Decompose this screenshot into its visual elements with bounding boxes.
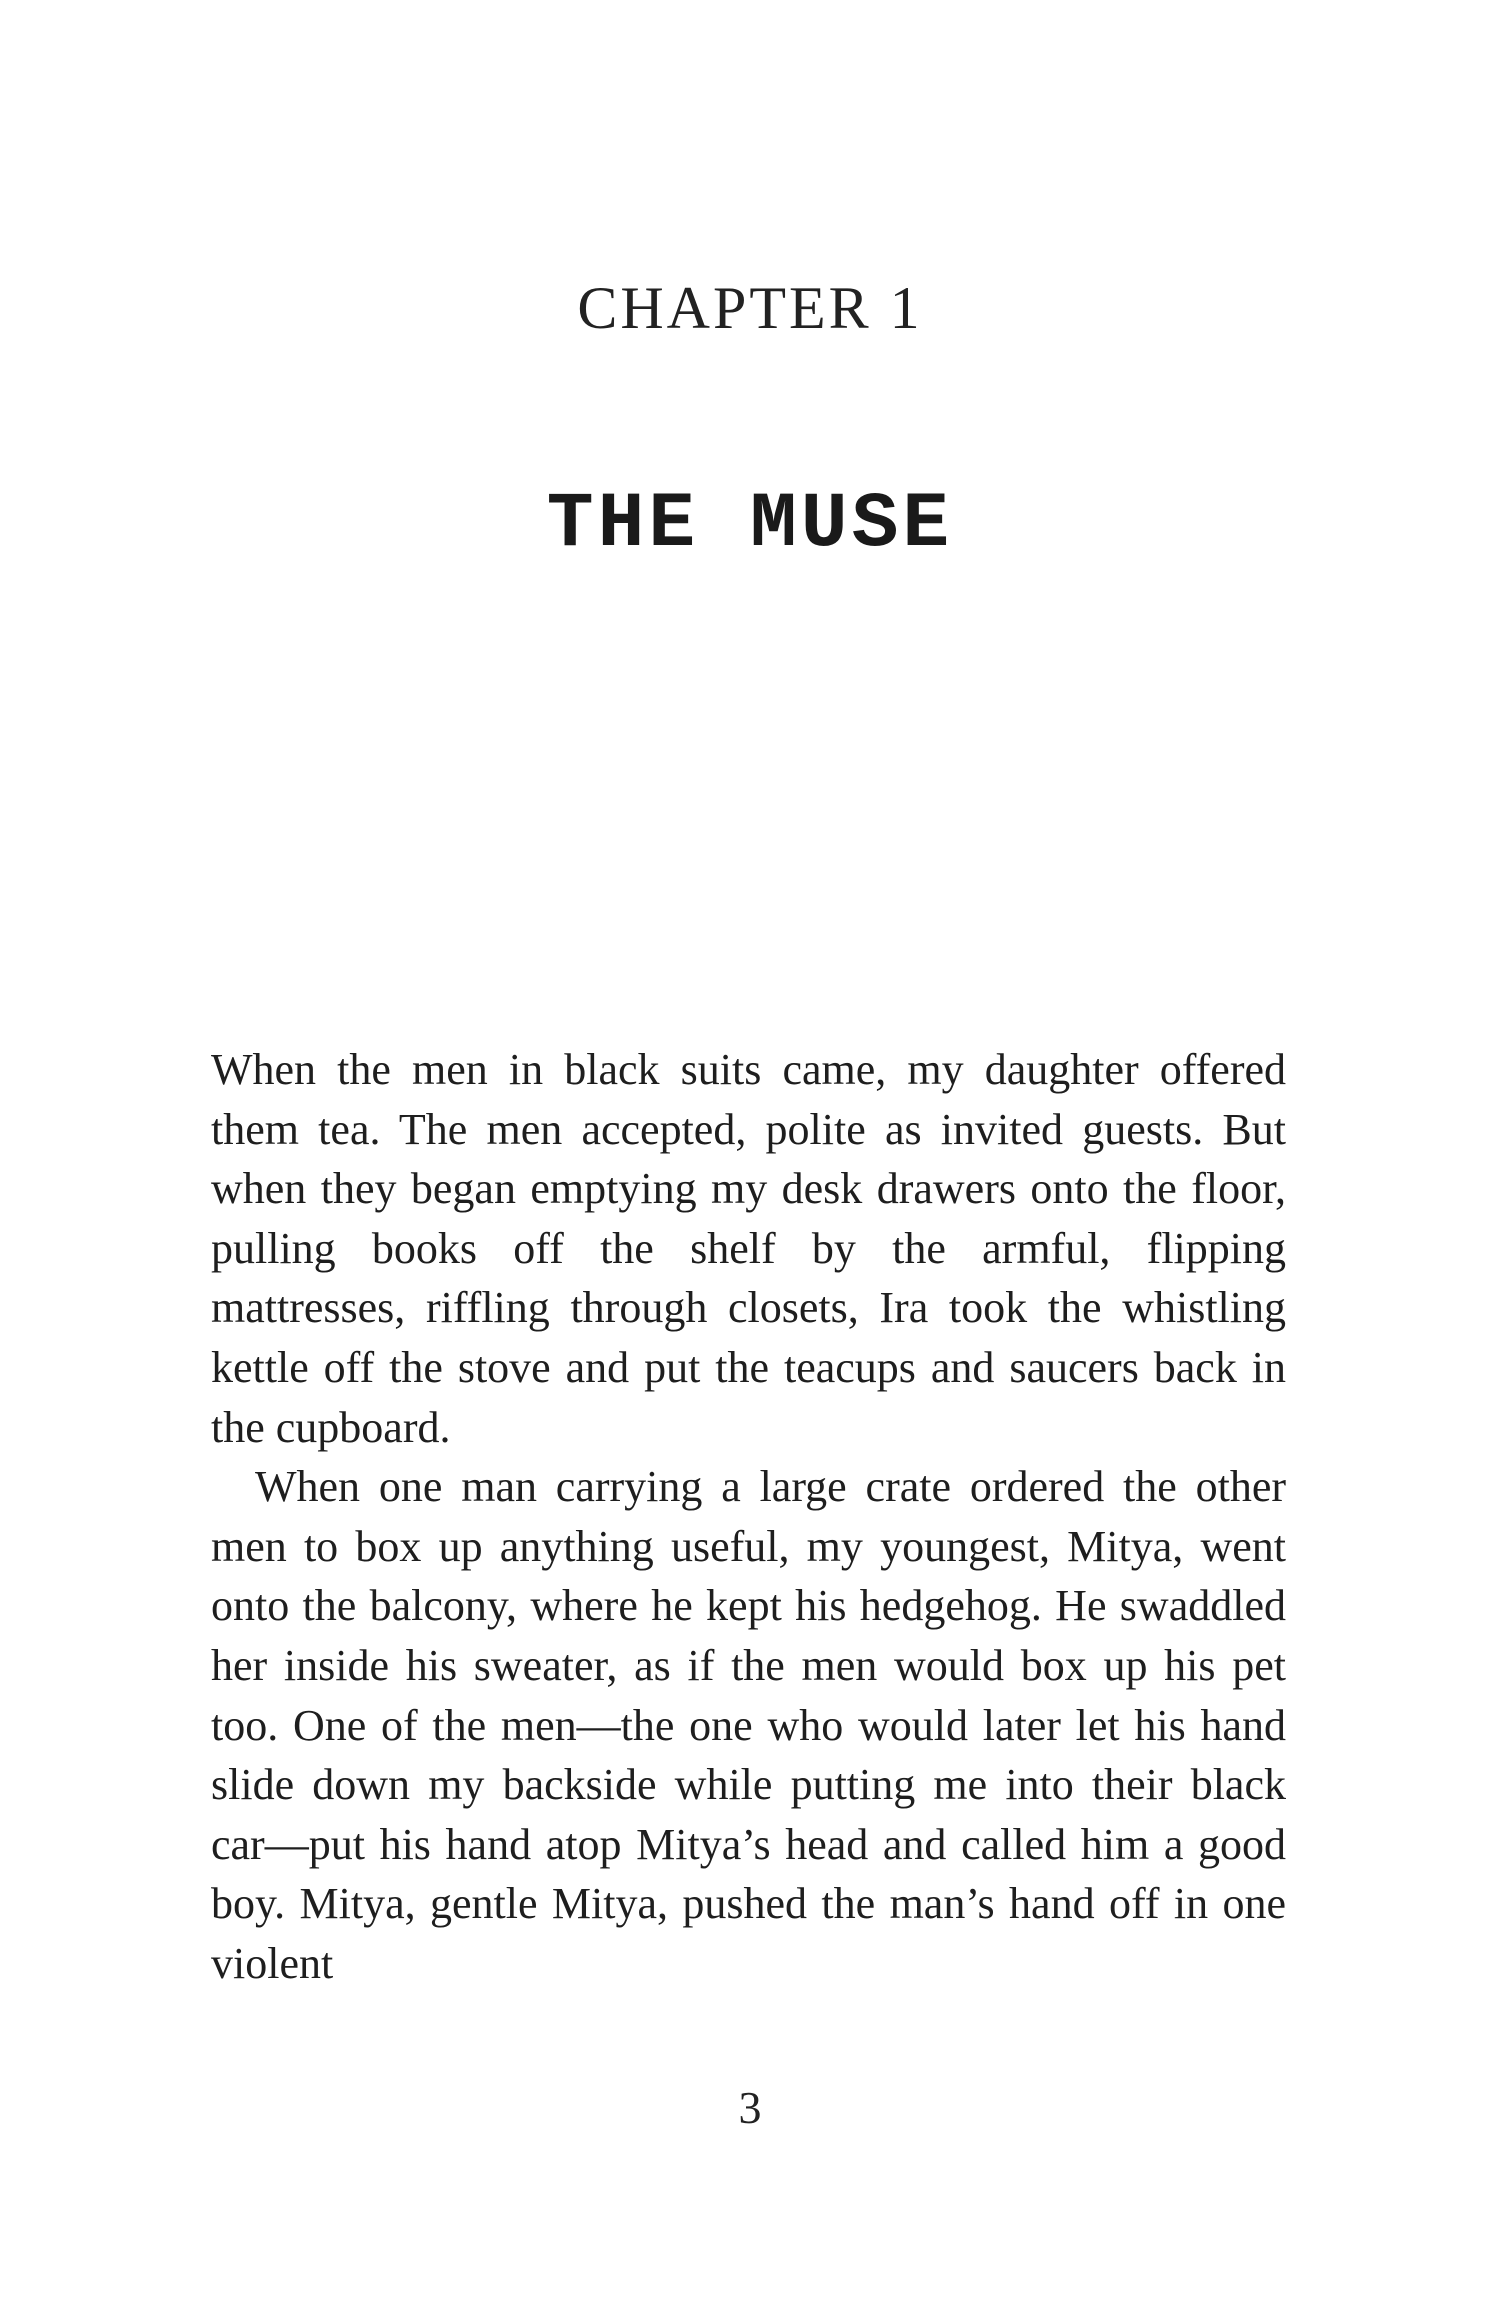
paragraph: When one man carrying a large crate ordered the other men to box up anything useful, my youngest, Mitya, went onto the balcony, where he kept his hedgehog. He swaddled her inside his sweater, as if the men would box up his pet too. One of the men—the one who would later let his hand slide down my backside while putting me into their black car—put his hand atop Mitya’s head and called him a good boy. Mitya, gentle Mitya, pushed the man’s hand off in one violent bbox=[211, 1462, 1286, 1988]
chapter-title: THE MUSE bbox=[546, 481, 954, 569]
body-text bbox=[211, 1040, 1286, 1994]
paragraph: When the men in black suits came, my daughter offered them tea. The men accepted, polite as invited guests. But when they began emptying my desk drawers onto the floor, pulling books off the shelf by the armful, flipping mattresses, riffling through closets, Ira took the whistling kettle off the stove and put the teacups and saucers back in the cupboard. bbox=[211, 1045, 1286, 1452]
page-number: 3 bbox=[738, 2082, 762, 2133]
chapter-label: CHAPTER 1 bbox=[577, 275, 923, 341]
